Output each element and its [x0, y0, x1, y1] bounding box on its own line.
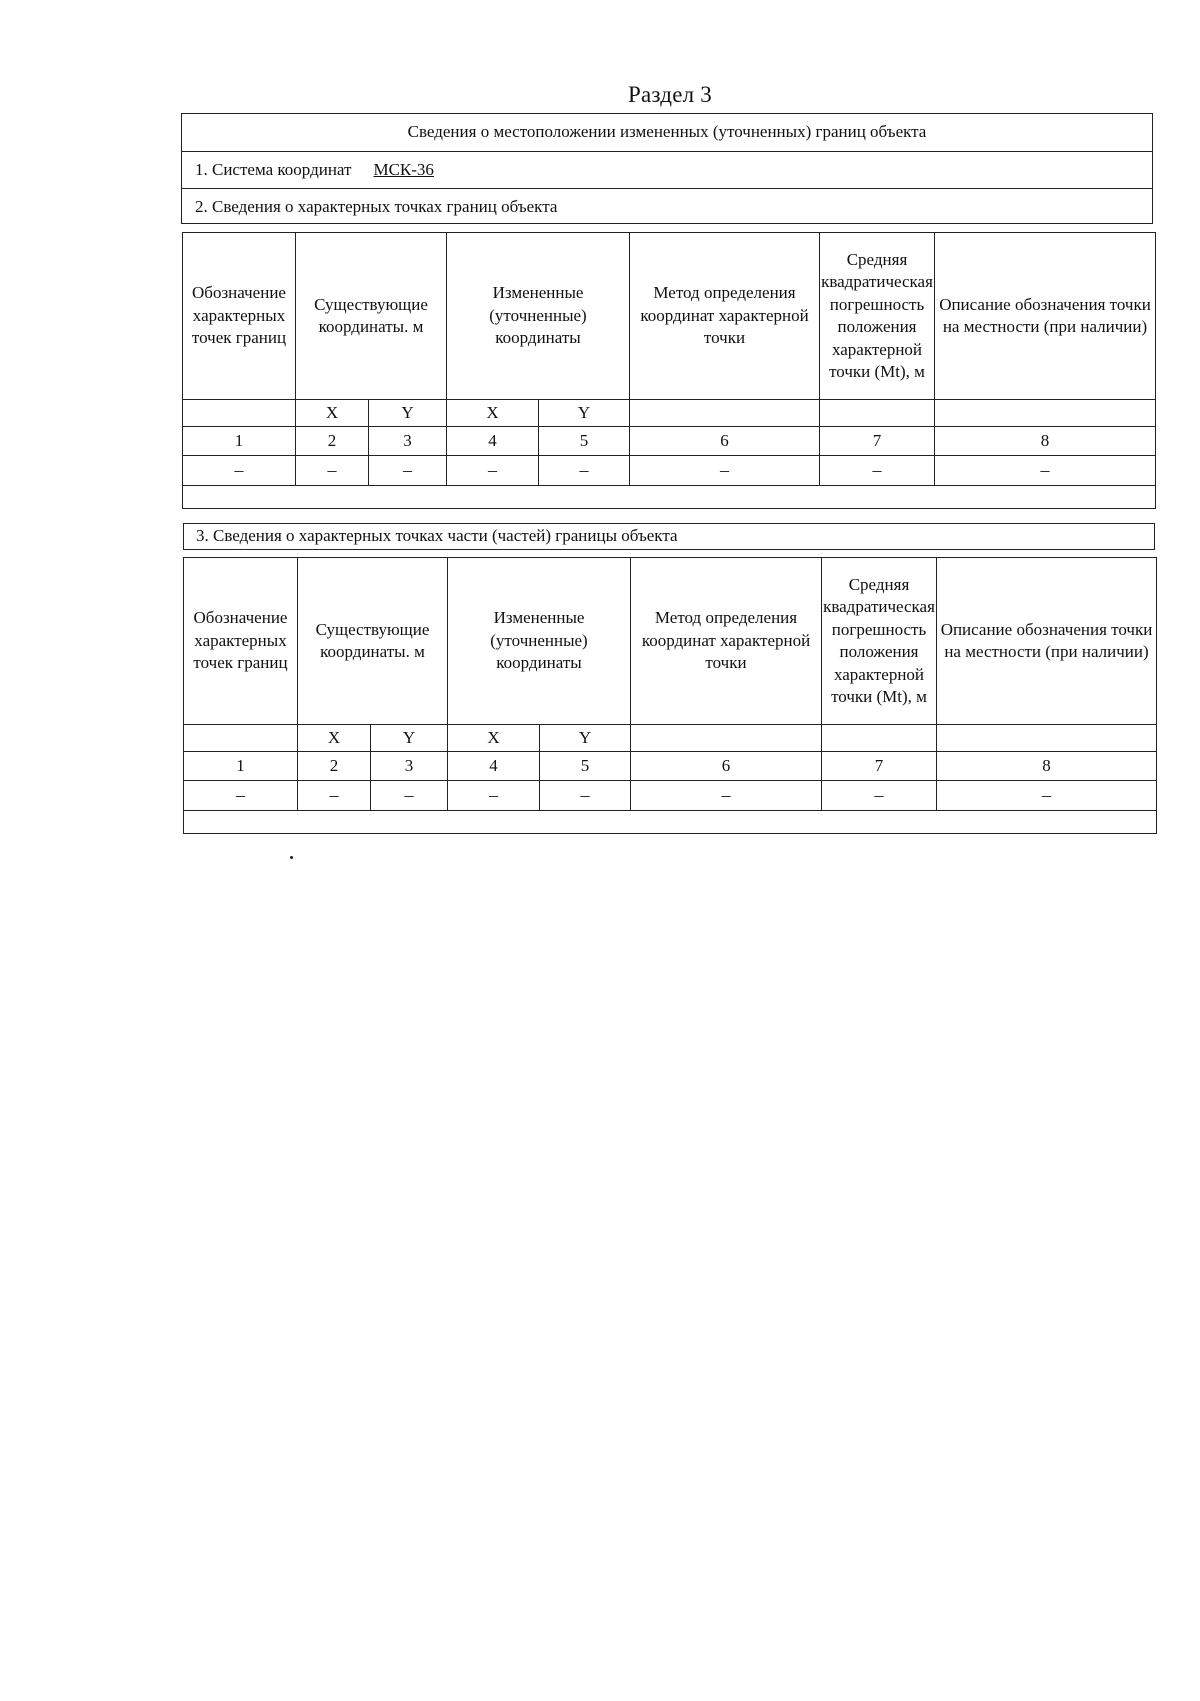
header-x: X	[448, 725, 540, 752]
table-cell: –	[630, 456, 820, 486]
header-x: X	[298, 725, 371, 752]
table-row	[184, 781, 1157, 811]
header-error: Средняя квадратическая погрешность положения характерной точки (Mt), м	[822, 558, 937, 725]
column-number: 7	[820, 427, 935, 456]
table-xy-row	[183, 400, 1156, 427]
header-existing-coordinates: Существующие координаты. м	[296, 233, 447, 400]
header-x: X	[447, 400, 539, 427]
column-number: 5	[539, 427, 630, 456]
table-cell: –	[820, 456, 935, 486]
header-designation: Обозначение характерных точек границ	[184, 558, 298, 725]
column-number: 6	[630, 427, 820, 456]
table-column-numbers	[184, 752, 1157, 781]
column-number: 4	[447, 427, 539, 456]
header-y: Y	[540, 725, 631, 752]
header-changed-coordinates: Измененные (уточненные) координаты	[448, 558, 631, 725]
column-number: 1	[184, 752, 298, 781]
table-cell: –	[935, 456, 1156, 486]
table-cell: –	[371, 781, 448, 811]
column-number: 6	[631, 752, 822, 781]
header-y: Y	[371, 725, 448, 752]
column-number: 3	[371, 752, 448, 781]
header-existing-coordinates: Существующие координаты. м	[298, 558, 448, 725]
table-empty-row	[184, 811, 1157, 834]
table-column-numbers	[183, 427, 1156, 456]
table-cell: –	[298, 781, 371, 811]
column-number: 1	[183, 427, 296, 456]
column-number: 8	[937, 752, 1157, 781]
header-designation: Обозначение характерных точек границ	[183, 233, 296, 400]
table-cell: –	[540, 781, 631, 811]
column-number: 4	[448, 752, 540, 781]
boundary-points-table	[182, 232, 1156, 509]
table-cell: –	[369, 456, 447, 486]
boundary-info-title: Сведения о местоположении измененных (уточненных) границ объекта	[407, 122, 927, 141]
coordinate-system-value: МСК-36	[373, 160, 434, 179]
scan-speck	[290, 856, 293, 859]
table-cell: –	[183, 456, 296, 486]
header-x: X	[296, 400, 369, 427]
table-cell: –	[937, 781, 1157, 811]
table-cell: –	[184, 781, 298, 811]
header-description: Описание обозначения точки на местности (при наличии)	[937, 558, 1157, 725]
boundary-points-title: 2. Сведения о характерных точках границ объекта	[182, 188, 1152, 225]
column-number: 8	[935, 427, 1156, 456]
coordinate-system-row	[182, 151, 1152, 188]
table-cell: –	[447, 456, 539, 486]
table-cell: –	[631, 781, 822, 811]
part-points-table	[183, 557, 1157, 834]
column-number: 2	[298, 752, 371, 781]
column-number: 5	[540, 752, 631, 781]
section-title: Раздел 3	[628, 82, 712, 107]
part-points-title: 3. Сведения о характерных точках части (частей) границы объекта	[183, 523, 1155, 550]
header-changed-coordinates: Измененные (уточненные) координаты	[447, 233, 630, 400]
table-row	[183, 456, 1156, 486]
column-number: 3	[369, 427, 447, 456]
table-cell: –	[448, 781, 540, 811]
header-y: Y	[369, 400, 447, 427]
table-header-row	[183, 233, 1156, 400]
coordinate-system-label: 1. Система координат	[195, 160, 352, 179]
header-y: Y	[539, 400, 630, 427]
table-empty-row	[183, 486, 1156, 509]
header-method: Метод определения координат характерной точки	[630, 233, 820, 400]
header-method: Метод определения координат характерной точки	[631, 558, 822, 725]
column-number: 7	[822, 752, 937, 781]
table-cell: –	[296, 456, 369, 486]
table-header-row	[184, 558, 1157, 725]
table-cell: –	[822, 781, 937, 811]
object-boundary-header	[181, 113, 1153, 224]
header-error: Средняя квадратическая погрешность положения характерной точки (Mt), м	[820, 233, 935, 400]
column-number: 2	[296, 427, 369, 456]
table-cell: –	[539, 456, 630, 486]
table-xy-row	[184, 725, 1157, 752]
header-description: Описание обозначения точки на местности (при наличии)	[935, 233, 1156, 400]
